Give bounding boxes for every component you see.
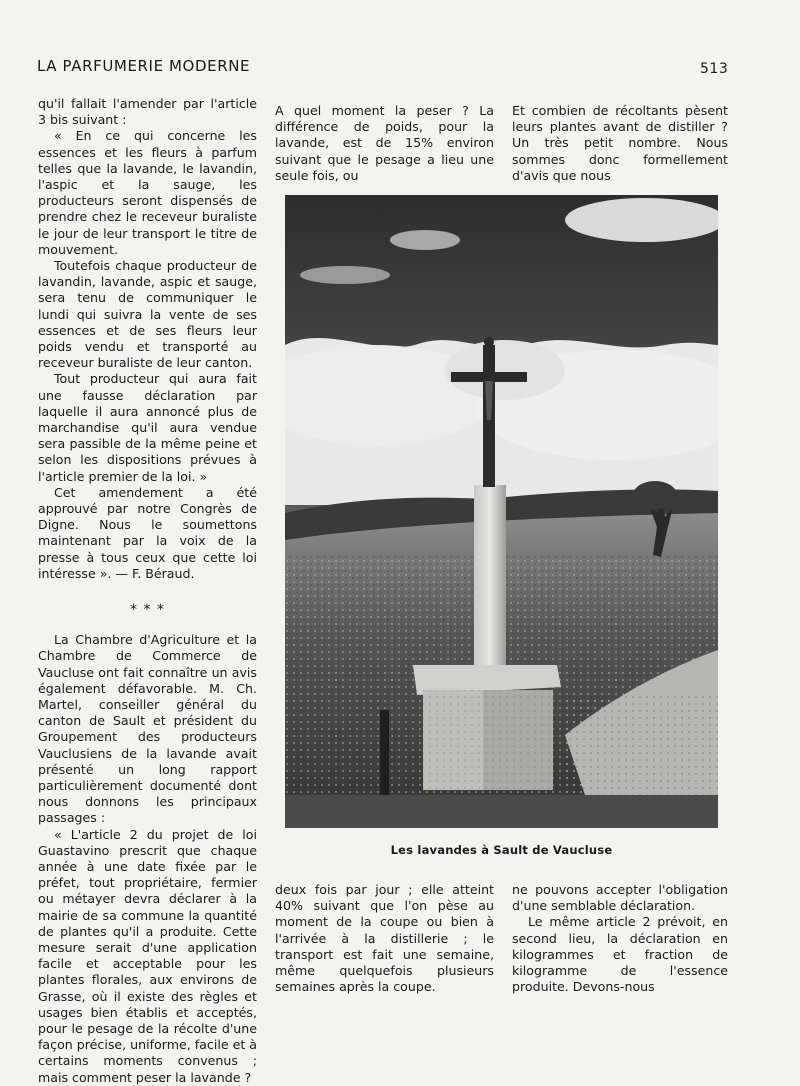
column-right-bottom xyxy=(512,882,728,995)
paragraph: ne pouvons accepter l'obligation d'une semblable déclaration. xyxy=(512,882,728,914)
paragraph: Toutefois chaque producteur de lavandin, lavande, aspic et sauge, sera tenu de communiquer le lundi qui suivra la vente de ses essences et de ses fleurs leur poids vendu et transporté au receveur buraliste de leur canton. xyxy=(38,258,257,371)
column-right-top xyxy=(512,103,728,184)
paragraph: qu'il fallait l'amender par l'article 3 bis suivant : xyxy=(38,96,257,128)
paragraph: A quel moment la peser ? La différence de poids, pour la lavande, est de 15% environ suivant que le pesage a lieu une seule fois, ou xyxy=(275,103,494,183)
journal-title: LA PARFUMERIE MODERNE xyxy=(37,57,251,75)
paragraph: Cet amendement a été approuvé par notre Congrès de Digne. Nous le soumettons maintenant par la voix de la presse à tous ceux que cette loi intéresse ». — F. Béraud. xyxy=(38,484,257,581)
paragraph: Tout producteur qui aura fait une fausse déclaration par laquelle il aura annoncé plus de marchandise qu'il aura vendue sera passible de la même peine et selon les dispositions prévues à l'article premier de la loi. » xyxy=(38,371,257,484)
paragraph: La Chambre d'Agriculture et la Chambre de Commerce de Vaucluse ont fait connaître un avis également défavorable. M. Ch. Martel, conseiller général du canton de Sault et président du Groupement des producteurs Vauclusiens de la lavande avait présenté un long rapport particulièrement documenté dont nous donnons les principaux passages : xyxy=(38,632,257,826)
column-middle-top xyxy=(275,103,494,184)
paragraph: « En ce qui concerne les essences et les fleurs à parfum telles que la lavande, le lavandin, l'aspic et la sauge, les producteurs seront dispensés de prendre chez le receveur buraliste le jour de leur transport le titre de mouvement. xyxy=(38,128,257,257)
column-middle-bottom xyxy=(275,882,494,995)
paragraph: « L'article 2 du projet de loi Guastavino prescrit que chaque année à une date fixée par le préfet, tout propriétaire, fermier ou métayer devra déclarer à la mairie de sa commune la quantité de plantes qu'il a produite. Cette mesure serait d'une application facile et acceptable pour les plantes florales, aux environs de Grasse, où il existe des règles et usages bien établis et acceptés, pour le pesage de la récolte d'une façon précise, uniforme, facile et à certains moments convenus ; mais comment peser la lavande ? xyxy=(38,826,257,1085)
paragraph: deux fois par jour ; elle atteint 40% suivant que l'on pèse au moment de la coupe ou bien à l'arrivée à la distillerie ; le transport est fait une semaine, même quelquefois plusieurs semaines après la coupe. xyxy=(275,882,494,995)
photograph-wayside-cross xyxy=(285,195,718,828)
column-left xyxy=(38,96,257,1086)
photo-caption: Les lavandes à Sault de Vaucluse xyxy=(390,843,613,857)
paragraph: Et combien de récoltants pèsent leurs plantes avant de distiller ? Un très petit nombre. Nous sommes donc formellement d'avis que nous xyxy=(512,103,728,183)
paragraph: Le même article 2 prévoit, en second lieu, la déclaration en kilogrammes et fraction de kilogramme de l'essence produite. Devons-nous xyxy=(512,914,728,995)
asterism: * * * xyxy=(130,602,165,619)
section-separator xyxy=(38,602,257,619)
page-number: 513 xyxy=(700,61,729,77)
